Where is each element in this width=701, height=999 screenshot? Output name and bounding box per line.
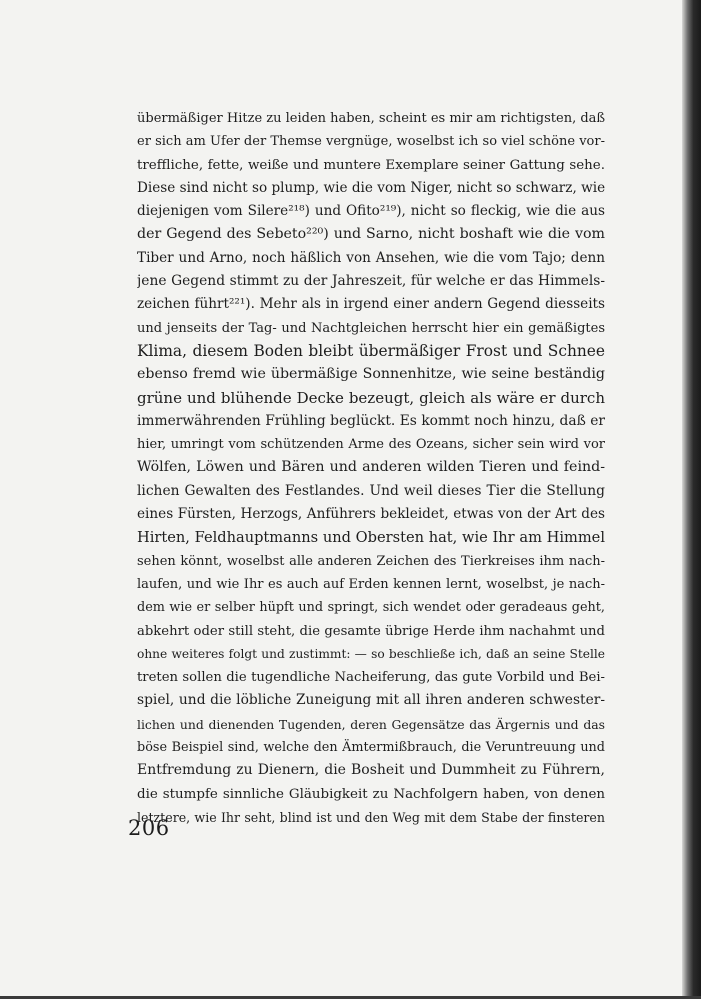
text-line: böse Beispiel sind, welche den Ämtermißbrauch, die Veruntreuung und: [137, 740, 605, 756]
text-line: zeichen führt²²¹). Mehr als in irgend einer andern Gegend diesseits: [137, 296, 605, 313]
text-line: dem wie er selber hüpft und springt, sich wendet oder geradeaus geht,: [137, 600, 605, 616]
text-line: immerwährenden Frühling beglückt. Es kommt noch hinzu, daß er: [137, 412, 605, 429]
body-text: [137, 107, 605, 829]
text-line: sehen könnt, woselbst alle anderen Zeichen des Tierkreises ihm nach-: [137, 553, 605, 569]
text-line: Diese sind nicht so plump, wie die vom Niger, nicht so schwarz, wie: [137, 179, 605, 196]
text-line: Tiber und Arno, noch häßlich von Ansehen, wie die vom Tajo; denn: [137, 249, 605, 266]
text-line: treten sollen die tugendliche Nacheiferung, das gute Vorbild und Bei-: [137, 670, 605, 686]
page-number: 206: [128, 816, 170, 840]
text-line: hier, umringt vom schützenden Arme des Ozeans, sicher sein wird vor: [137, 437, 605, 453]
text-line: laufen, und wie Ihr es auch auf Erden kennen lernt, woselbst, je nach-: [137, 576, 605, 592]
text-line: ebenso fremd wie übermäßige Sonnenhitze, wie seine beständig: [137, 366, 605, 383]
text-line: jene Gegend stimmt zu der Jahreszeit, für welche er das Himmels-: [137, 273, 605, 290]
text-line: Hirten, Feldhauptmanns und Obersten hat, wie Ihr am Himmel: [137, 529, 605, 547]
text-line: eines Fürsten, Herzogs, Anführers bekleidet, etwas von der Art des: [137, 506, 605, 523]
text-line: grüne und blühende Decke bezeugt, gleich als wäre er durch: [137, 388, 605, 407]
text-line: lichen Gewalten des Festlandes. Und weil dieses Tier die Stellung: [137, 482, 605, 499]
text-line: abkehrt oder still steht, die gesamte übrige Herde ihm nachahmt und: [137, 623, 605, 639]
text-line: spiel, und die löbliche Zuneigung mit all ihren anderen schwester-: [137, 692, 605, 709]
text-line: und jenseits der Tag- und Nachtgleichen herrscht hier ein gemäßigtes: [137, 320, 605, 336]
text-line: Wölfen, Löwen und Bären und anderen wilden Tieren und feind-: [137, 459, 605, 476]
text-line: lichen und dienenden Tugenden, deren Gegensätze das Ärgernis und das: [137, 716, 605, 732]
text-line: übermäßiger Hitze zu leiden haben, scheint es mir am richtigsten, daß: [137, 111, 605, 126]
text-line: ohne weiteres folgt und zustimmt: — so beschließe ich, daß an seine Stelle: [137, 646, 605, 661]
text-line: treffliche, fette, weiße und muntere Exemplare seiner Gattung sehe.: [137, 157, 605, 173]
text-line: Entfremdung zu Dienern, die Bosheit und Dummheit zu Führern,: [137, 762, 605, 779]
book-spine-shadow: [682, 0, 701, 999]
text-line: letztere, wie Ihr seht, blind ist und den Weg mit dem Stabe der finsteren: [137, 809, 605, 825]
text-line: die stumpfe sinnliche Gläubigkeit zu Nachfolgern haben, von denen: [137, 786, 605, 802]
text-line: Klima, diesem Boden bleibt übermäßiger Frost und Schnee: [137, 341, 605, 360]
text-line: er sich am Ufer der Themse vergnüge, woselbst ich so viel schöne vor-: [137, 134, 605, 150]
text-line: diejenigen vom Silere²¹⁸) und Ofito²¹⁹), nicht so fleckig, wie die aus: [137, 203, 605, 220]
text-line: der Gegend des Sebeto²²⁰) und Sarno, nicht boshaft wie die vom: [137, 226, 605, 243]
